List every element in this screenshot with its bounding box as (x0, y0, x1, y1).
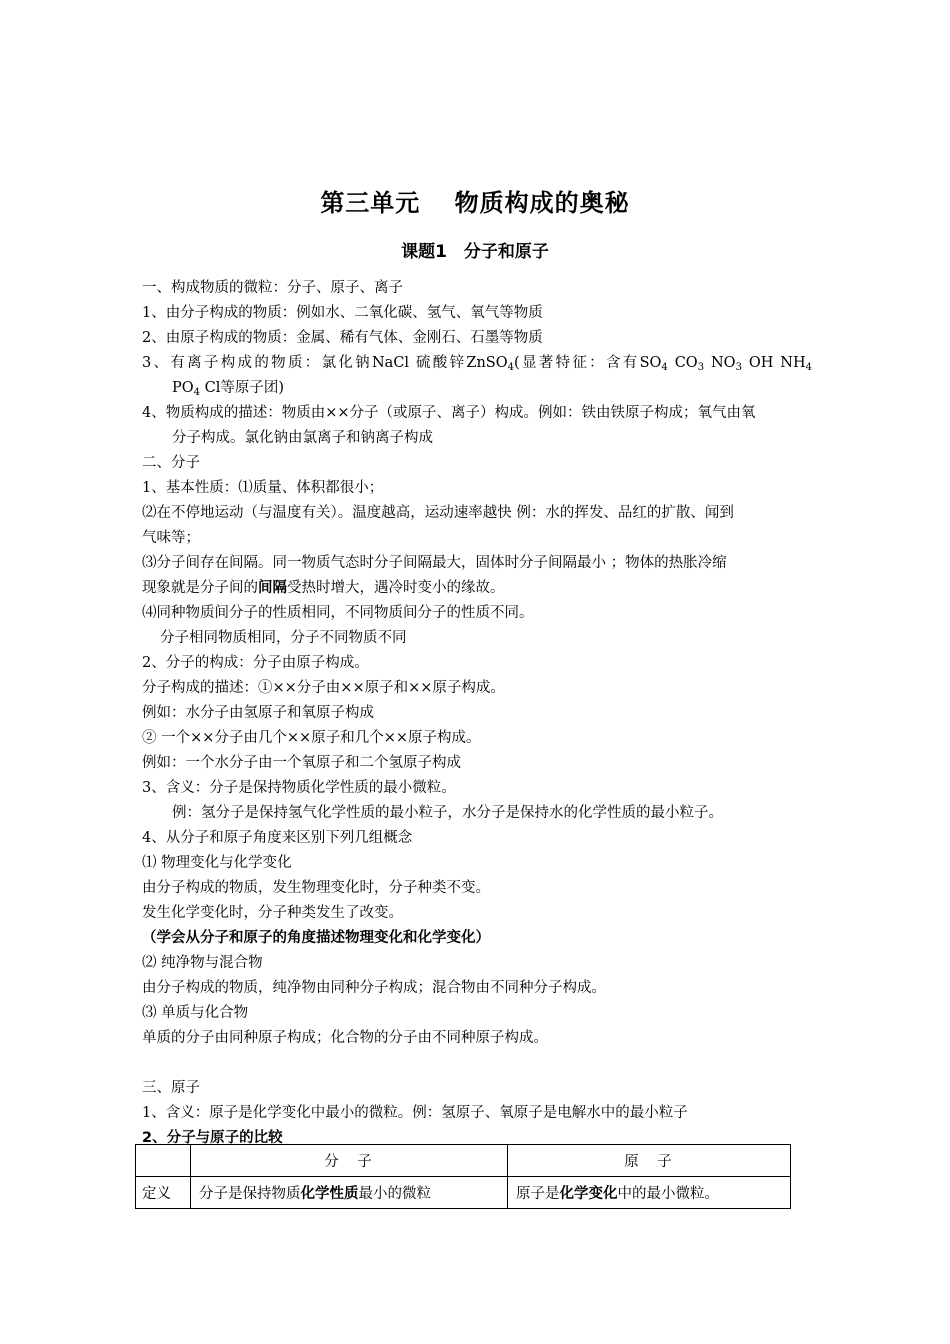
paragraph: ⑵ 纯净物与混合物 (142, 955, 263, 971)
paragraph: 分子构成。氯化钠由氯离子和钠离子构成 (172, 430, 433, 446)
paragraph: ⑴ 物理变化与化学变化 (142, 855, 292, 871)
table-header-cell: 原 子 (508, 1145, 791, 1177)
lesson-subtitle: 课题1 分子和原子 (401, 242, 549, 262)
paragraph: 分子构成的描述：①××分子由××原子和××原子构成。 (142, 680, 505, 696)
paragraph: ⑶分子间存在间隔。同一物质气态时分子间隔最大，固体时分子间隔最小 ；物体的热胀冷缩 (142, 555, 727, 571)
table-row (136, 1177, 791, 1209)
section-heading-particles: 一、构成物质的微粒：分子、原子、离子 (142, 280, 403, 296)
paragraph: 1、基本性质：⑴质量、体积都很小； (142, 480, 384, 496)
paragraph: 1、含义：原子是化学变化中最小的微粒。例：氢原子、氧原子是电解水中的最小粒子 (142, 1105, 688, 1121)
bold-note: （学会从分子和原子的角度描述物理变化和化学变化） (142, 930, 490, 946)
paragraph: 2、由原子构成的物质：金属、稀有气体、金刚石、石墨等物质 (142, 330, 543, 346)
table-header-cell: 分 子 (191, 1145, 508, 1177)
section-heading-atom: 三、原子 (142, 1080, 200, 1096)
table-cell: 原子是化学变化中的最小微粒。 (508, 1177, 791, 1209)
paragraph-ionic-line2: $PO_4$ Cl等原子团) (172, 380, 285, 398)
table-header-row (136, 1145, 791, 1177)
paragraph: 发生化学变化时，分子种类发生了改变。 (142, 905, 403, 921)
paragraph: 由分子构成的物质，发生物理变化时，分子种类不变。 (142, 880, 490, 896)
paragraph: 分子相同物质相同，分子不同物质不同 (160, 630, 407, 646)
bold-term: 化学变化 (559, 1186, 618, 1202)
paragraph: 气味等； (142, 530, 200, 546)
table-cell: 分子是保持物质化学性质最小的微粒 (191, 1177, 508, 1209)
table-cell-label: 定义 (136, 1177, 191, 1209)
table-header-cell (136, 1145, 191, 1177)
paragraph: ⑵在不停地运动（与温度有关）。温度越高，运动速率越快 例：水的挥发、品红的扩散、闻到 (142, 505, 734, 521)
page-title: 第三单元 物质构成的奥秘 (320, 189, 630, 217)
paragraph-ionic-line1: 3、有离子构成的物质：氯化钠NaCl 硫酸锌ZnSO$_4$(显著特征：含有$SO_4$ $CO_3$ $NO_3$ OH $NH_4$ (142, 355, 813, 373)
bold-term: 间隔 (258, 580, 287, 596)
paragraph: ⑷同种物质间分子的性质相同，不同物质间分子的性质不同。 (142, 605, 534, 621)
paragraph: 例：氢分子是保持氢气化学性质的最小粒子，水分子是保持水的化学性质的最小粒子。 (172, 805, 723, 821)
paragraph: ② 一个××分子由几个××原子和几个××原子构成。 (142, 730, 481, 746)
blank-line (142, 1051, 812, 1076)
paragraph: 4、物质构成的描述：物质由××分子（或原子、离子）构成。例如：铁由铁原子构成；氧气由氧 (142, 405, 756, 421)
section-heading-molecule: 二、分子 (142, 455, 200, 471)
paragraph: 4、从分子和原子角度来区别下列几组概念 (142, 830, 413, 846)
comparison-table (135, 1144, 791, 1209)
paragraph: 例如：一个水分子由一个氧原子和二个氢原子构成 (142, 755, 461, 771)
table-caption: 2、分子与原子的比较 (142, 1130, 283, 1146)
document-body (142, 276, 812, 1151)
paragraph: 现象就是分子间的间隔受热时增大，遇冷时变小的缘故。 (142, 580, 505, 596)
paragraph: 例如：水分子由氢原子和氧原子构成 (142, 705, 374, 721)
paragraph: 2、分子的构成：分子由原子构成。 (142, 655, 369, 671)
paragraph: ⑶ 单质与化合物 (142, 1005, 249, 1021)
paragraph: 3、含义：分子是保持物质化学性质的最小微粒。 (142, 780, 456, 796)
paragraph: 由分子构成的物质，纯净物由同种分子构成；混合物由不同种分子构成。 (142, 980, 606, 996)
paragraph: 单质的分子由同种原子构成；化合物的分子由不同种原子构成。 (142, 1030, 548, 1046)
paragraph: 1、由分子构成的物质：例如水、二氧化碳、氢气、氧气等物质 (142, 305, 543, 321)
bold-term: 化学性质 (300, 1186, 359, 1202)
